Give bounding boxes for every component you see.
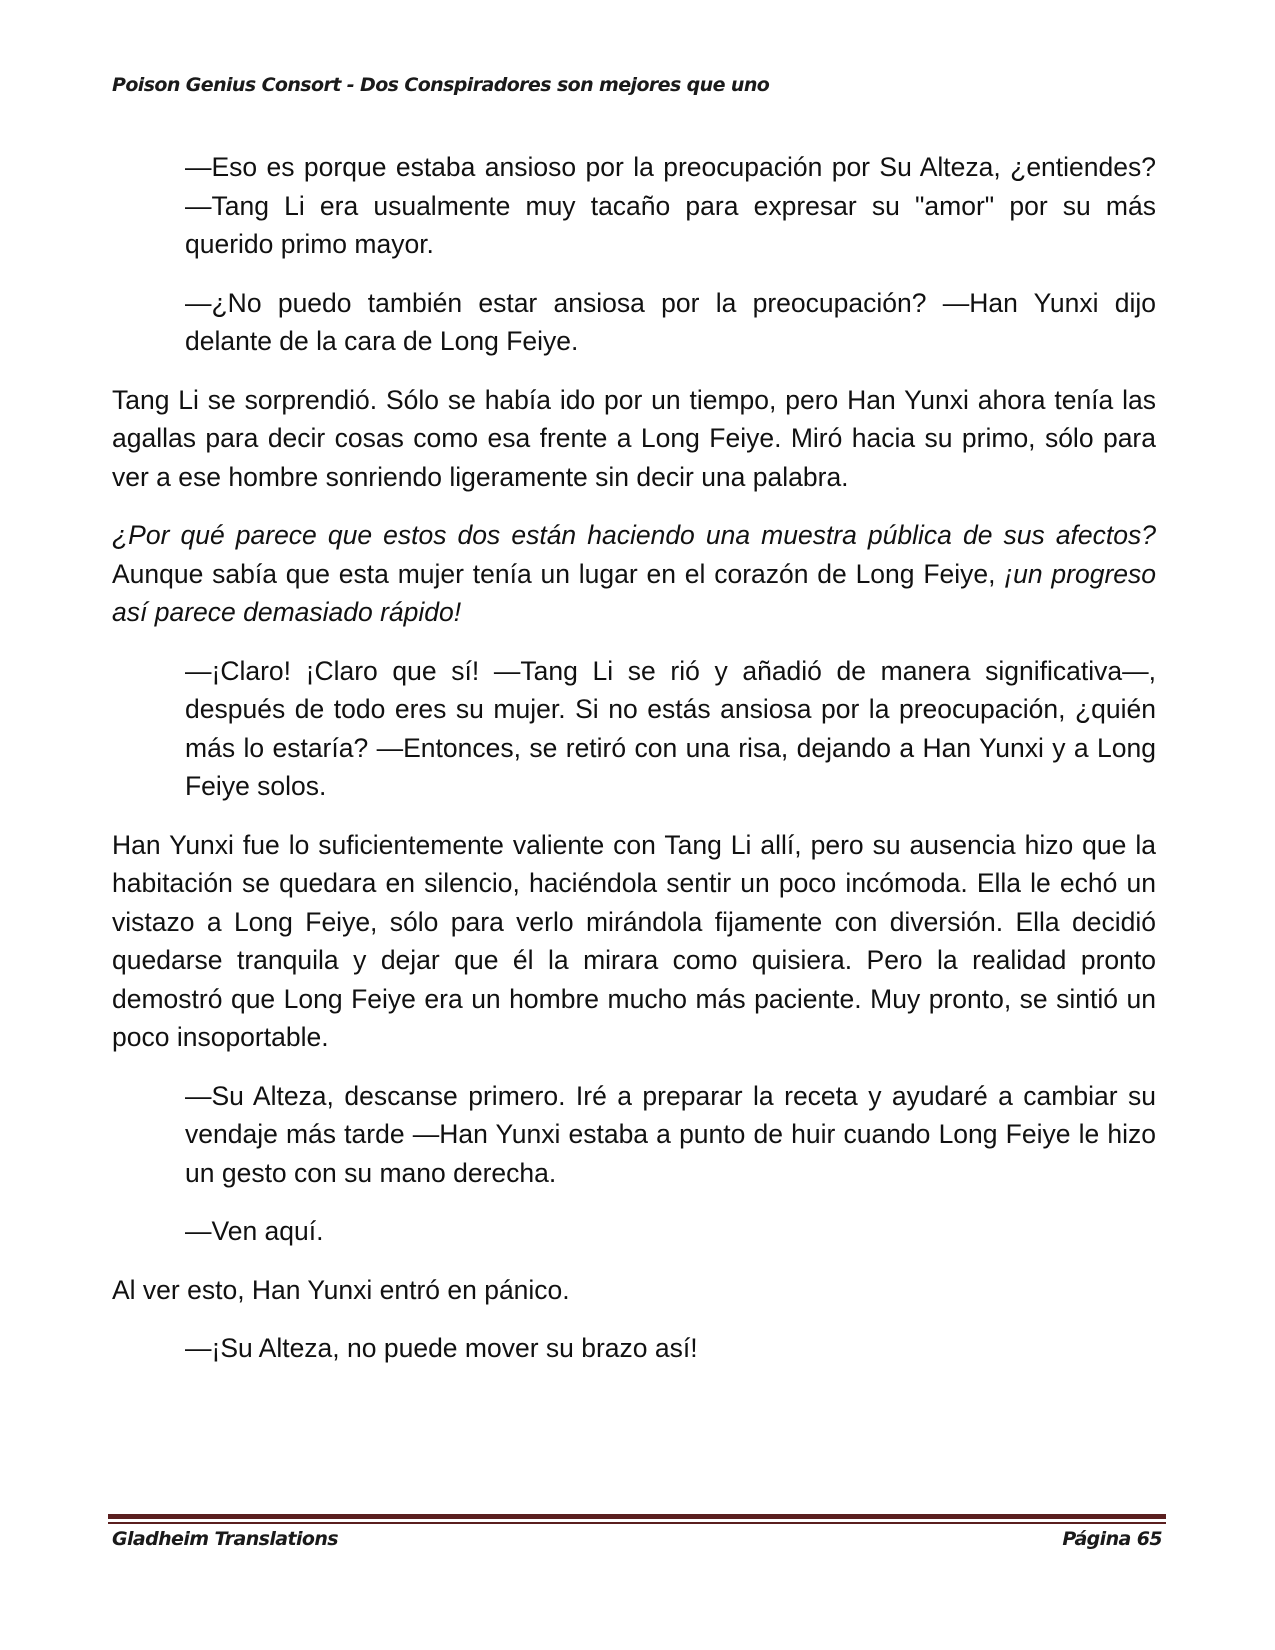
narration-paragraph: Han Yunxi fue lo suficientemente valiente con Tang Li allí, pero su ausencia hizo que la habitación se quedara en silencio, haciéndola sentir un poco incómoda. Ella le echó un vistazo a Long Feiye, sólo para verlo mirándola fijamente con diversión. Ella decidió quedarse tranquila y dejar que él la mirara como quisiera. Pero la realidad pronto demostró que Long Feiye era un hombre mucho más paciente. Muy pronto, se sintió un poco insoportable. <box>112 829 1156 1052</box>
dialogue-paragraph: —¡Su Alteza, no puede mover su brazo así! <box>185 1333 698 1363</box>
page-body <box>112 148 1156 1388</box>
dialogue-paragraph: —Eso es porque estaba ansioso por la preocupación por Su Alteza, ¿entiendes? —Tang Li era usualmente muy tacaño para expresar su "amor" por su más querido primo mayor. <box>185 152 1156 259</box>
narration-paragraph <box>112 516 1156 632</box>
footer-publisher: Gladheim Translations <box>112 1528 338 1550</box>
narration-paragraph: Al ver esto, Han Yunxi entró en pánico. <box>112 1274 570 1305</box>
inner-thought-text: ¡un progreso así parece demasiado rápido! <box>112 558 1156 627</box>
dialogue-paragraph: —¡Claro! ¡Claro que sí! —Tang Li se rió y añadió de manera significativa—, después de todo eres su mujer. Si no estás ansiosa por la preocupación, ¿quién más lo estaría? —Entonces, se retiró con una risa, dejando a Han Yunxi y a Long Feiye solos. <box>185 655 1156 801</box>
dialogue-paragraph: —¿No puedo también estar ansiosa por la preocupación? —Han Yunxi dijo delante de la cara de Long Feiye. <box>185 287 1156 356</box>
dialogue-paragraph: —Ven aquí. <box>185 1216 324 1246</box>
dialogue-paragraph: —Su Alteza, descanse primero. Iré a preparar la receta y ayudaré a cambiar su vendaje más tarde —Han Yunxi estaba a punto de huir cuando Long Feiye le hizo un gesto con su mano derecha. <box>185 1080 1156 1188</box>
inner-thought-text: ¿Por qué parece que estos dos están haciendo una muestra pública de sus afectos? <box>112 520 1156 550</box>
page-number: Página 65 <box>1062 1528 1162 1550</box>
page-header-title: Poison Genius Consort - Dos Conspiradores son mejores que uno <box>112 74 770 96</box>
footer-divider-thin <box>108 1522 1166 1524</box>
narration-paragraph: Tang Li se sorprendió. Sólo se había ido por un tiempo, pero Han Yunxi ahora tenía las agallas para decir cosas como esa frente a Long Feiye. Miró hacia su primo, sólo para ver a ese hombre sonriendo ligeramente sin decir una palabra. <box>112 384 1156 492</box>
narration-text: Aunque sabía que esta mujer tenía un lugar en el corazón de Long Feiye, <box>112 558 1005 589</box>
footer-divider <box>108 1514 1166 1519</box>
